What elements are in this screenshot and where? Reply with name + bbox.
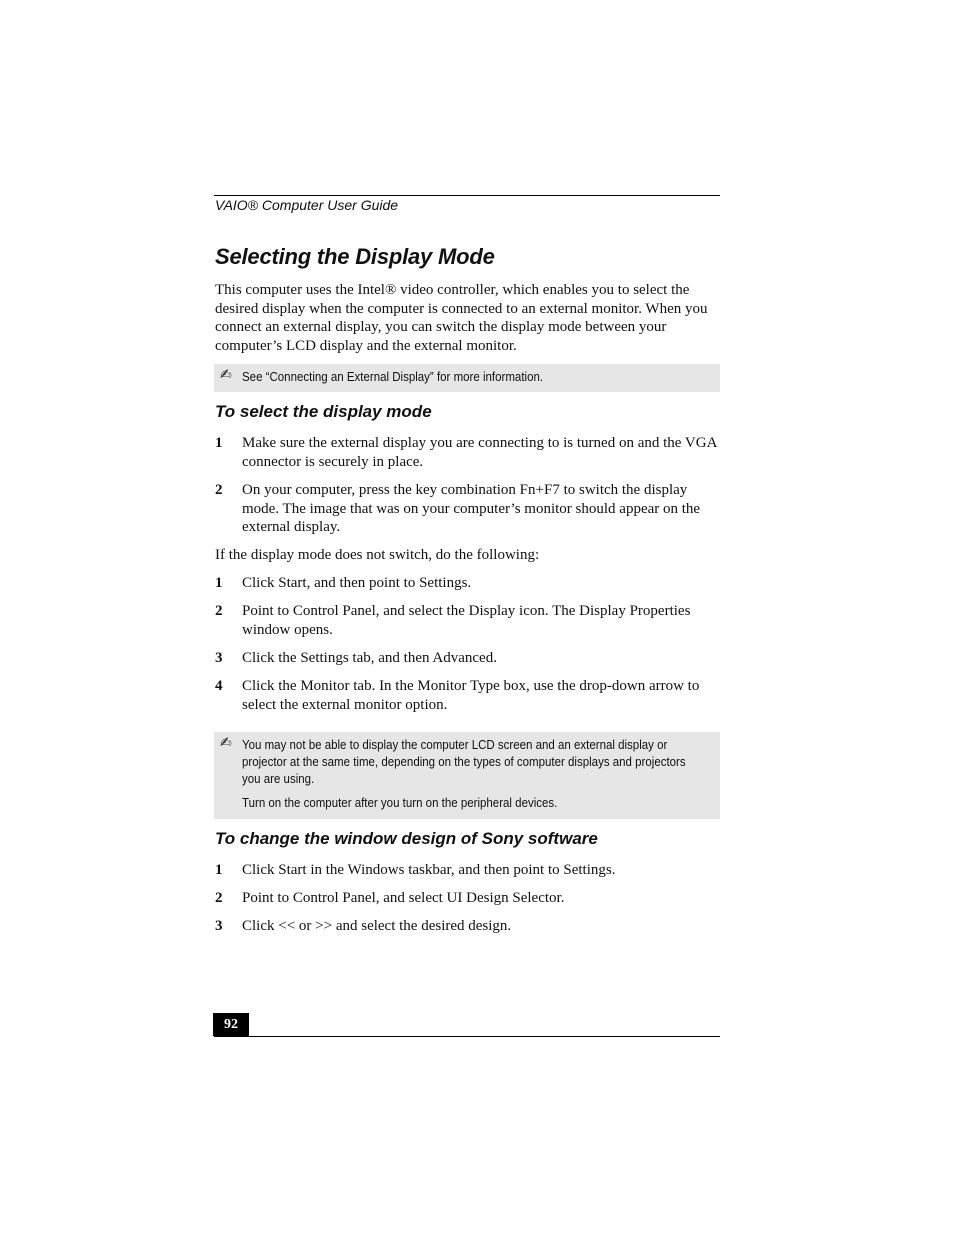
step-text: Click Start in the Windows taskbar, and then point to Settings. — [242, 862, 616, 878]
footer-rule — [214, 1036, 720, 1037]
fallback-paragraph: If the display mode does not switch, do the following: — [215, 547, 540, 563]
step-text: Point to Control Panel, and select the Display icon. The Display Properties window opens. — [242, 603, 691, 638]
pencil-note-icon: ✍ — [220, 367, 232, 383]
step-number: 3 — [215, 918, 223, 934]
list-item — [215, 889, 720, 908]
list-item — [215, 917, 720, 936]
step-text: Click << or >> and select the desired design. — [242, 918, 512, 934]
note-text: See “Connecting an External Display” for more information. — [242, 370, 544, 384]
section-title: To select the display mode — [215, 402, 432, 421]
step-number: 3 — [215, 650, 223, 666]
intro-paragraph: This computer uses the Intel® video controller, which enables you to select the desired display when the computer is connected to an external monitor. When you connect an external display, you can switch the display mode between your computer’s LCD display and the external monitor. — [215, 282, 708, 354]
section-title: To change the window design of Sony software — [215, 829, 598, 848]
note-text: Turn on the computer after you turn on the peripheral devices. — [242, 796, 558, 810]
guide-title: VAIO® Computer User Guide — [215, 197, 399, 213]
list-item — [215, 574, 720, 593]
step-text: Click Start, and then point to Settings. — [242, 575, 472, 591]
pencil-note-icon: ✍ — [220, 735, 232, 751]
step-number: 2 — [215, 482, 223, 498]
step-text: Click the Settings tab, and then Advanced. — [242, 650, 497, 666]
list-item — [215, 649, 720, 668]
step-text: Point to Control Panel, and select UI Design Selector. — [242, 890, 565, 906]
note-box — [214, 732, 720, 819]
step-text: Click the Monitor tab. In the Monitor Type box, use the drop-down arrow to select the external monitor option. — [242, 678, 700, 713]
step-number: 1 — [215, 862, 223, 878]
step-number: 4 — [215, 678, 223, 694]
list-item — [215, 481, 720, 537]
step-text: On your computer, press the key combination Fn+F7 to switch the display mode. The image that was on your computer’s monitor should appear on the external display. — [242, 482, 701, 535]
list-item — [215, 602, 720, 639]
note-box — [214, 364, 720, 392]
list-item — [215, 434, 720, 471]
page-number: 92 — [213, 1013, 249, 1036]
step-text: Make sure the external display you are connecting to is turned on and the VGA connector is securely in place. — [242, 435, 717, 470]
note-text: You may not be able to display the computer LCD screen and an external display or projector at the same time, depending on the types of computer displays and projectors you are using. — [242, 738, 686, 786]
step-number: 1 — [215, 575, 223, 591]
header-rule — [214, 195, 720, 196]
page-title: Selecting the Display Mode — [215, 244, 495, 269]
list-item — [215, 677, 720, 714]
list-item — [215, 861, 720, 880]
step-number: 2 — [215, 603, 223, 619]
step-number: 2 — [215, 890, 223, 906]
step-number: 1 — [215, 435, 223, 451]
